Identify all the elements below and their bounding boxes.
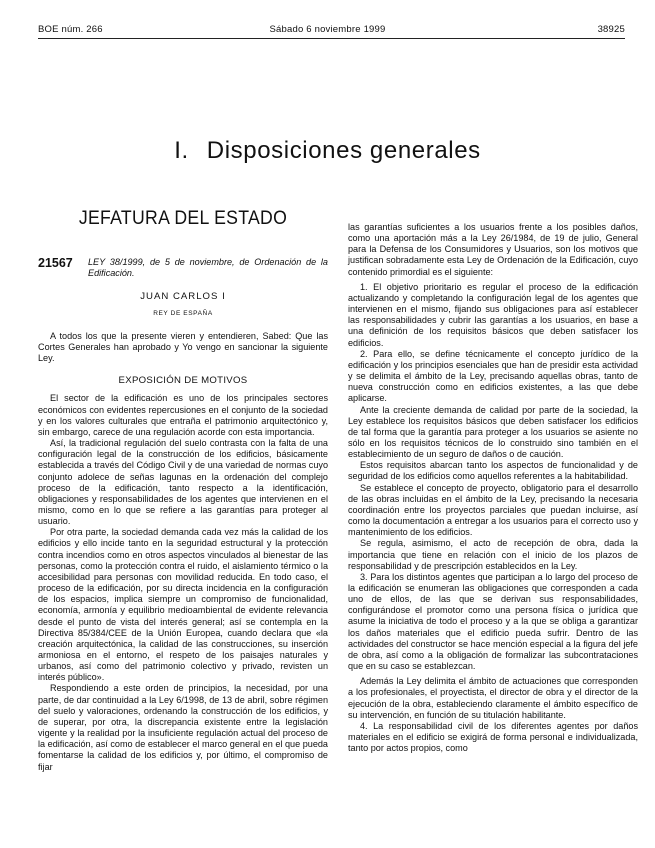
law-number: 21567	[38, 256, 73, 271]
king-title: REY DE ESPAÑA	[153, 309, 213, 317]
paragraph: Además la Ley delimita el ámbito de actuaciones que corresponden a los profesionales, el proyectista, el director de obra y el director de la ejecución de la obra, estableciendo claramente el ámbito específico de su intervención, en función de su titulación habilitante.	[348, 676, 638, 720]
section-title	[0, 137, 655, 165]
king-name: JUAN CARLOS I	[140, 291, 226, 303]
paragraph: Estos requisitos abarcan tanto los aspectos de funcionalidad y de seguridad de los edificios como aquellos referentes a la habitabilidad.	[348, 460, 638, 482]
page-number: 38925	[597, 24, 625, 35]
paragraph: Se establece el concepto de proyecto, obligatorio para el desarrollo de las obras incluidas en el ámbito de la Ley, precisando la necesaria coordinación entre los proyectos parciales que puedan incluirse, así como la documentación a entregar a los usuarios para el correcto uso y mantenimiento de los edificios.	[348, 482, 638, 538]
department-heading: JEFATURA DEL ESTADO	[78, 208, 288, 229]
paragraph: 4. La responsabilidad civil de los diferentes agentes por daños materiales en el edificio se exigirá de forma personal e individualizada, tanto por actos propios, como	[348, 720, 638, 754]
publication-date: Sábado 6 noviembre 1999	[269, 24, 386, 35]
section-number: I.	[174, 137, 189, 164]
preamble: A todos los que la presente vieren y entendieren, Sabed: Que las Cortes Generales han aprobado y Yo vengo en sancionar la siguiente Ley.	[38, 330, 328, 364]
paragraph: las garantías suficientes a los usuarios frente a los posibles daños, como una aportación más a la Ley 26/1984, de 19 de julio, General para la Defensa de los Consumidores y Usuarios, son los motivos que justifican sobradamente esta Ley de Ordenación de la Edificación, cuyo contenido primordial es el siguiente:	[348, 222, 638, 277]
bulletin-number: BOE núm. 266	[38, 24, 103, 35]
paragraph: 1. El objetivo prioritario es regular el proceso de la edificación actualizando y completando la configuración legal de los agentes que intervienen en el mismo, fijando sus obligaciones para así establecer las responsabilidades y cubrir las garantías a los usuarios, en base a una definición de los requisitos básicos que deben satisfacer los edificios.	[348, 281, 638, 348]
paragraph: 2. Para ello, se define técnicamente el concepto jurídico de la edificación y los principios esenciales que han de presidir esta actividad y se delimita el ámbito de la Ley, precisando aquellas obras, tanto de nueva construcción como en edificios existentes, a las que debe aplicarse.	[348, 348, 638, 404]
paragraph: Por otra parte, la sociedad demanda cada vez más la calidad de los edificios y ello incide tanto en la seguridad estructural y la protección contra incendios como en otros aspectos vinculados al bienestar de las personas, como la protección contra el ruido, el aislamiento térmico o la accesibilidad para personas con movilidad reducida. En todo caso, el proceso de la edificación, por su directa incidencia en la configuración de los espacios, implica siempre un compromiso de funcionalidad, economía, armonía y equilibrio medioambiental de evidente relevancia desde el punto de vista del interés general; así se contempla en la Directiva 85/384/CEE de la Unión Europea, cuando declara que «la creación arquitectónica, la calidad de las construcciones, su inserción armoniosa en el entorno, el respeto de los paisajes naturales y urbanos, así como del patrimonio colectivo y privado, revisten un interés público».	[38, 527, 328, 683]
paragraph: Así, la tradicional regulación del suelo contrasta con la falta de una configuración legal de la construcción de los edificios, básicamente establecida a través del Código Civil y de una variedad de normas cuyo conjunto adolece de señas lagunas en la ordenación del complejo proceso de la edificación, tanto respecto a la identificación, obligaciones y responsabilidades de los agentes que intervienen en el mismo, como en lo que se refiere a las garantías para proteger al usuario.	[38, 438, 328, 527]
paragraph: 3. Para los distintos agentes que participan a lo largo del proceso de la edificación se enumeran las obligaciones que corresponden a cada uno de ellos, de las que se derivan sus responsabilidades, configurándose el promotor como una persona física o jurídica que asume la iniciativa de todo el proceso y a la que se obliga a garantizar los daños materiales que el edificio pueda sufrir. Dentro de las actividades del constructor se hace mención especial a la figura del jefe de obra, así como a la obligación de formalizar las subcontrataciones que en su caso se establezcan.	[348, 571, 638, 672]
paragraph: El sector de la edificación es uno de los principales sectores económicos con evidentes repercusiones en el conjunto de la sociedad y en los valores culturales que entraña el patrimonio arquitectónico y, sin embargo, carece de una regulación acorde con esta importancia.	[38, 393, 328, 437]
law-title: LEY 38/1999, de 5 de noviembre, de Ordenación de la Edificación.	[88, 257, 328, 279]
paragraph: Respondiendo a este orden de principios, la necesidad, por una parte, de dar continuidad a la Ley 6/1998, de 13 de abril, sobre régimen del suelo y valoraciones, ordenando la construcción de los edificios, y de superar, por otra, la discrepancia existente entre la legislación vigente y la realidad por la insuficiente regulación actual del proceso de la edificación, así como de establecer el marco general en el que pueda fomentarse la calidad de los edificios y, por último, el compromiso de fijar	[38, 683, 328, 772]
left-column	[38, 208, 328, 773]
section-name: Disposiciones generales	[206, 137, 481, 164]
header-rule	[38, 38, 625, 39]
paragraph: Ante la creciente demanda de calidad por parte de la sociedad, la Ley establece los requisitos básicos que deben satisfacer los edificios de tal forma que la garantía para proteger a los usuarios se asiente no sólo en los requisitos técnicos de lo construido sino también en el establecimiento de un seguro de daños o de caución.	[348, 404, 638, 460]
right-column	[348, 222, 638, 754]
paragraph: Se regula, asimismo, el acto de recepción de obra, dada la importancia que tiene en relación con el inicio de los plazos de responsabilidad y de prescripción establecidos en la Ley.	[348, 538, 638, 571]
motives-heading: EXPOSICIÓN DE MOTIVOS	[118, 375, 248, 387]
law-header	[38, 257, 328, 279]
